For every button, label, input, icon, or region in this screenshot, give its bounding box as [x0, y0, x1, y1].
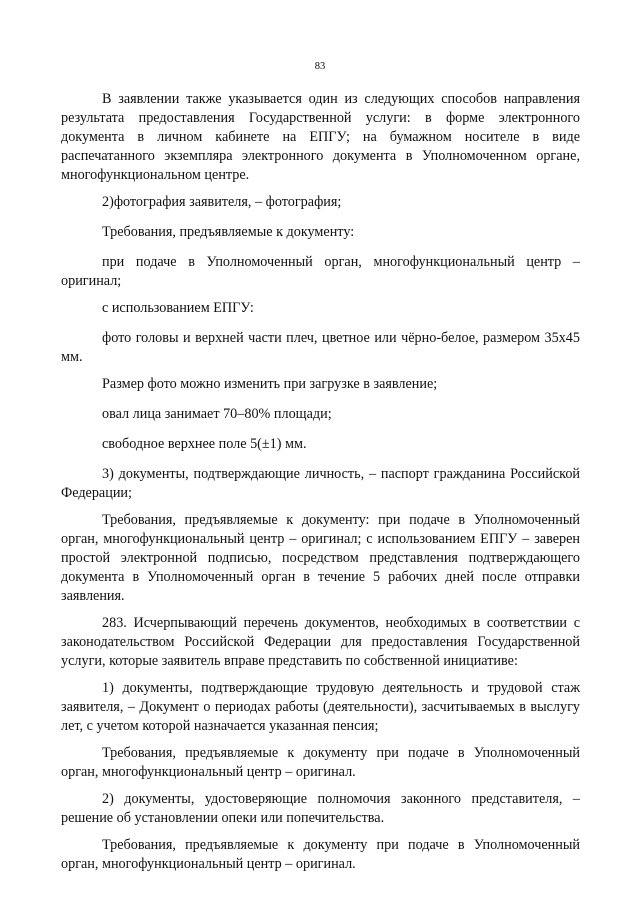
paragraph-identity-documents: 3) документы, подтверждающие личность, – паспорт гражданина Российской Федерации;: [61, 466, 580, 501]
paragraph-result-delivery-methods: В заявлении также указывается один из следующих способов направления результата предоставления Государственной услуги: в форме электронного документа в личном кабинете на ЕПГУ; на бумажном носителе в виде распечатанного экземпляра электронного документа в Уполномоченном органе, многофункциональном центре.: [61, 91, 580, 183]
paragraph-photo-resize: Размер фото можно изменить при загрузке в заявление;: [102, 376, 438, 392]
paragraph-employment-documents: 1) документы, подтверждающие трудовую деятельность и трудовой стаж заявителя, – Документ о периодах работы (деятельности), засчитываемых в выслугу лет, с учетом которой назначается указанная пенсия;: [61, 680, 580, 734]
document-body: [61, 90, 580, 882]
paragraph-applicant-photo: 2)фотография заявителя, – фотография;: [102, 194, 342, 210]
paragraph-employment-requirements: Требования, предъявляемые к документу при подаче в Уполномоченный орган, многофункциональный центр – оригинал.: [61, 745, 580, 780]
paragraph-epgu-usage: с использованием ЕПГУ:: [102, 300, 254, 316]
paragraph-face-oval: овал лица занимает 70–80% площади;: [102, 406, 332, 422]
paragraph-submission-original: при подаче в Уполномоченный орган, многофункциональный центр – оригинал;: [61, 254, 580, 289]
paragraph-document-requirements: Требования, предъявляемые к документу:: [102, 224, 355, 240]
paragraph-top-margin: свободное верхнее поле 5(±1) мм.: [102, 436, 307, 452]
paragraph-representative-requirements: Требования, предъявляемые к документу при подаче в Уполномоченный орган, многофункциональный центр – оригинал.: [61, 837, 580, 872]
paragraph-283-document-list: 283. Исчерпывающий перечень документов, необходимых в соответствии с законодательством Российской Федерации для предоставления Государственной услуги, которые заявитель вправе представить по собственной инициативе:: [61, 615, 580, 669]
paragraph-photo-format: фото головы и верхней части плеч, цветное или чёрно-белое, размером 35x45 мм.: [61, 330, 580, 365]
page-number: 83: [314, 61, 326, 72]
paragraph-representative-authority: 2) документы, удостоверяющие полномочия законного представителя, – решение об установлении опеки или попечительства.: [61, 791, 580, 826]
paragraph-identity-requirements: Требования, предъявляемые к документу: при подаче в Уполномоченный орган, многофункциональный центр – оригинал; с использованием ЕПГУ – заверен простой электронной подписью, посредством представления подтверждающего документа в Уполномоченный орган в течение 5 рабочих дней после отправки заявления.: [61, 512, 580, 604]
